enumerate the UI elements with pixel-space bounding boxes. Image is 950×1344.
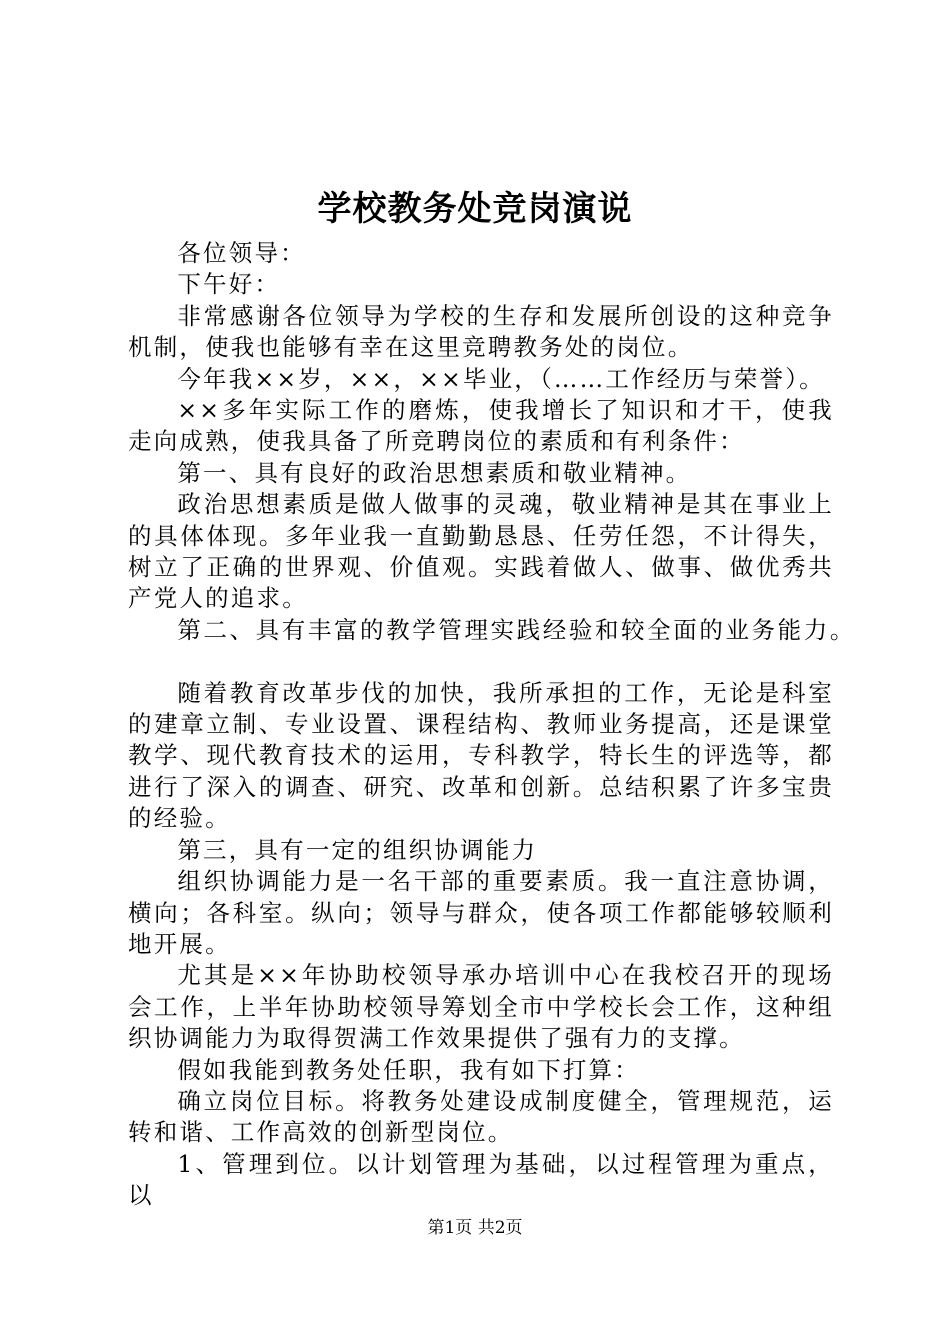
- paragraph: 非常感谢各位领导为学校的生存和发展所创设的这种竞争机制，使我也能够有幸在这里竞聘教务处的岗位。: [128, 301, 834, 362]
- paragraph: 假如我能到教务处任职，我有如下打算：: [177, 1055, 640, 1084]
- paragraph-heading-third: 第三，具有一定的组织协调能力: [177, 835, 538, 864]
- paragraph: 政治思想素质是做人做事的灵魂，敬业精神是其在事业上的具体体现。多年业我一直勤勤恳恳、任劳任怨，不计得失，树立了正确的世界观、价值观。实践着做人、做事、做优秀共产党人的追求。: [128, 490, 834, 613]
- paragraph: 今年我××岁，××，××毕业，（……工作经历与荣誉）。: [177, 364, 825, 393]
- paragraph: ××多年实际工作的磨炼，使我增长了知识和才干，使我走向成熟，使我具备了所竞聘岗位的素质和有利条件：: [128, 396, 834, 456]
- document-body: [128, 238, 856, 1212]
- paragraph-heading-second: 第二、具有丰富的教学管理实践经验和较全面的业务能力。: [177, 615, 856, 644]
- blank-line: [128, 646, 834, 677]
- paragraph-heading-first: 第一、具有良好的政治思想素质和敬业精神。: [177, 458, 692, 487]
- page-footer: 第1页 共2页: [427, 1218, 523, 1238]
- paragraph: 尤其是××年协助校领导承办培训中心在我校召开的现场会工作，上半年协助校领导筹划全市中学校长会工作，这种组织协调能力为取得贺满工作效果提供了强有力的支撑。: [128, 961, 834, 1053]
- paragraph: 确立岗位目标。将教务处建设成制度健全，管理规范，运转和谐、工作高效的创新型岗位。: [128, 1086, 834, 1147]
- paragraph-salutation: 各位领导：: [177, 239, 306, 267]
- paragraph: 组织协调能力是一名干部的重要素质。我一直注意协调，横向；各科室。纵向；领导与群众，使各项工作都能够较顺利地开展。: [128, 867, 834, 958]
- document-title: 学校教务处竞岗演说: [317, 189, 633, 229]
- paragraph: 随着教育改革步伐的加快，我所承担的工作，无论是科室的建章立制、专业设置、课程结构、教师业务提高，还是课堂教学、现代教育技术的运用，专科教学，特长生的评选等，都进行了深入的调查、研究、改革和创新。总结积累了许多宝贵的经验。: [128, 678, 834, 833]
- paragraph: 1、管理到位。以计划管理为基础，以过程管理为重点，以: [128, 1149, 834, 1210]
- paragraph-greeting: 下午好：: [177, 270, 281, 299]
